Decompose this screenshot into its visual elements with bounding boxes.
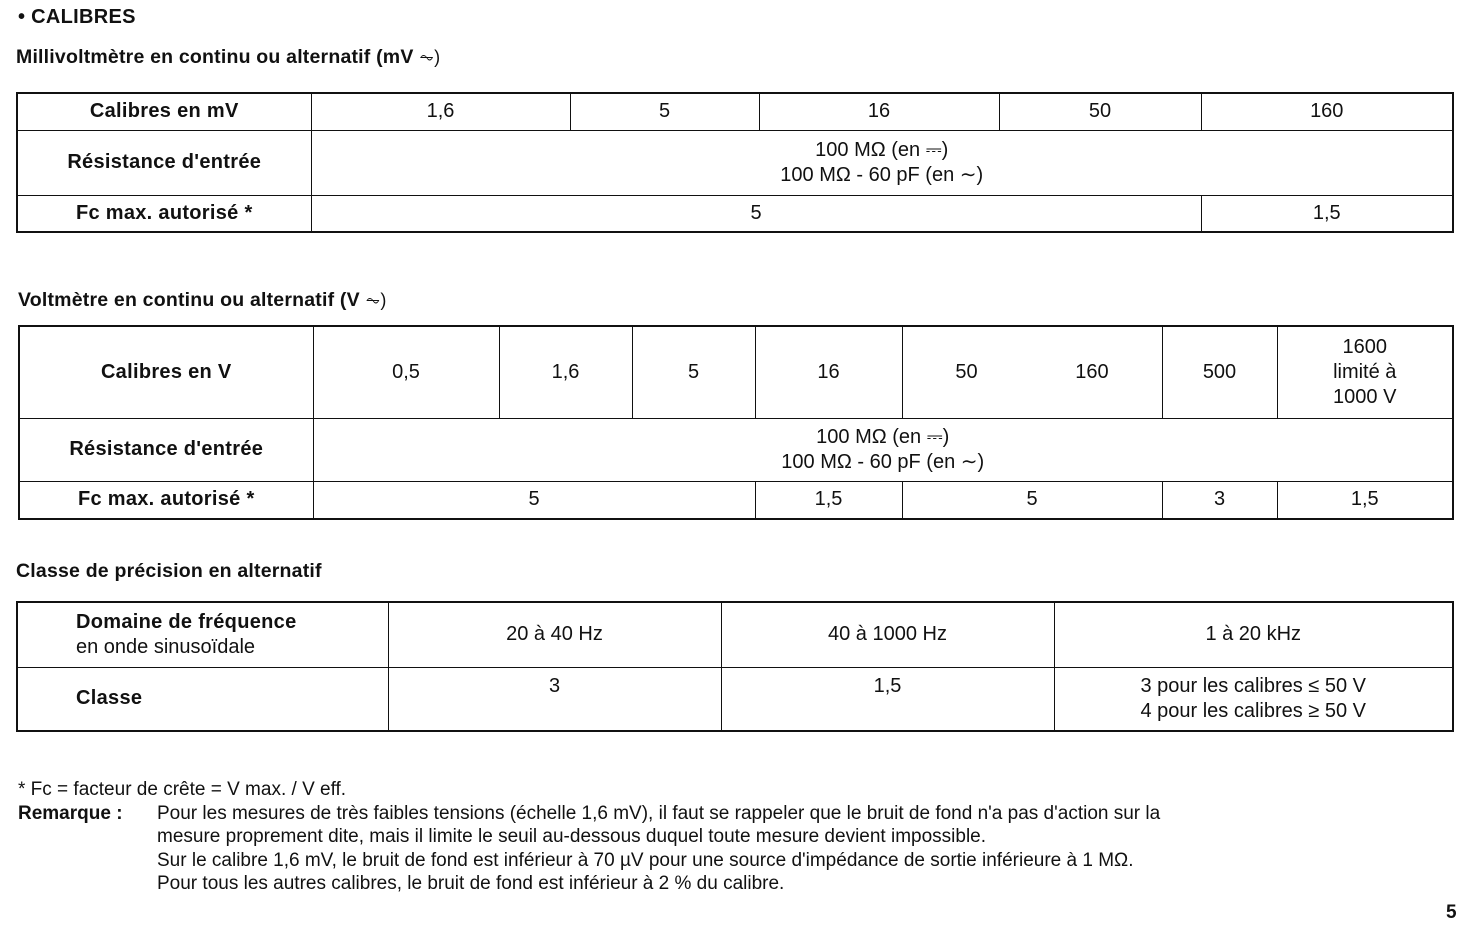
- resistance-line: 100 MΩ (en ⎓): [816, 425, 950, 448]
- resistance-label: Résistance d'entrée: [19, 418, 313, 481]
- resistance-line: 100 MΩ - 60 pF (en ∼): [781, 450, 985, 473]
- class-cell-multi: [1054, 667, 1453, 731]
- v-section-title: [18, 289, 387, 312]
- notes-block: [18, 778, 1458, 896]
- fc-cell: 1,5: [755, 481, 902, 519]
- v-title-text: Voltmètre en continu ou alternatif (V: [18, 289, 360, 311]
- table-row: [17, 602, 1453, 667]
- remark-line: mesure proprement dite, mais il limite le seuil au-dessous duquel toute mesure devient impossible.: [157, 826, 987, 847]
- class-line: 4 pour les calibres ≥ 50 V: [1140, 699, 1367, 722]
- calibre-cell-pair: [902, 326, 1162, 418]
- frequency-cell: 1 à 20 kHz: [1054, 602, 1453, 667]
- table-row: [17, 195, 1453, 232]
- table-row: [19, 481, 1453, 519]
- domain-sublabel: en onde sinusoïdale: [76, 635, 256, 658]
- calibre-line: limité à: [1333, 360, 1397, 383]
- fc-label: Fc max. autorisé *: [17, 195, 311, 232]
- calibre-cell: 0,5: [313, 326, 499, 418]
- calibres-label: Calibres en V: [19, 326, 313, 418]
- calibre-cell: 1,6: [311, 93, 570, 130]
- section-heading: • CALIBRES: [18, 6, 136, 28]
- remark-text: [157, 802, 1160, 896]
- remark: [18, 802, 1458, 896]
- page-number: 5: [1446, 902, 1457, 923]
- table-row: [17, 130, 1453, 195]
- ac-dc-symbol-icon: ⏦): [365, 290, 387, 310]
- fc-cell: 1,5: [1277, 481, 1453, 519]
- table-row: [17, 93, 1453, 130]
- calibre-line: 1600: [1342, 335, 1387, 358]
- precision-table: [16, 601, 1454, 732]
- footnote: * Fc = facteur de crête = V max. / V eff.: [18, 779, 347, 800]
- fc-label: Fc max. autorisé *: [19, 481, 313, 519]
- frequency-cell: 40 à 1000 Hz: [721, 602, 1054, 667]
- resistance-cell: [311, 130, 1453, 195]
- class-cell: 3: [388, 667, 721, 731]
- table-row: [19, 418, 1453, 481]
- fc-cell: 5: [311, 195, 1201, 232]
- table-row: [17, 667, 1453, 731]
- calibre-cell: 5: [570, 93, 759, 130]
- mv-calibres-table: [16, 92, 1454, 233]
- mv-title-text: Millivoltmètre en continu ou alternatif (mV: [16, 46, 414, 68]
- fc-cell: 3: [1162, 481, 1277, 519]
- calibre-value: 160: [1075, 360, 1109, 383]
- resistance-label: Résistance d'entrée: [17, 130, 311, 195]
- frequency-cell: 20 à 40 Hz: [388, 602, 721, 667]
- remark-line: Pour tous les autres calibres, le bruit de fond est inférieur à 2 % du calibre.: [157, 873, 785, 894]
- class-line: 3 pour les calibres ≤ 50 V: [1140, 674, 1367, 697]
- ac-dc-symbol-icon: ⏦): [419, 47, 441, 67]
- precision-section-title: Classe de précision en alternatif: [16, 560, 322, 582]
- domain-label: Domaine de fréquence: [76, 610, 297, 633]
- calibre-cell: 1,6: [499, 326, 632, 418]
- calibre-cell: 50: [999, 93, 1201, 130]
- resistance-line: 100 MΩ - 60 pF (en ∼): [780, 163, 984, 186]
- class-cell: 1,5: [721, 667, 1054, 731]
- calibre-cell-limited: [1277, 326, 1453, 418]
- fc-cell: 5: [902, 481, 1162, 519]
- remark-line: Pour les mesures de très faibles tensions (échelle 1,6 mV), il faut se rappeler que le bruit de fond n'a pas d'action sur la: [157, 802, 1161, 824]
- fc-cell: 1,5: [1201, 195, 1453, 232]
- calibre-cell: 500: [1162, 326, 1277, 418]
- calibre-cell: 16: [755, 326, 902, 418]
- remark-label: Remarque :: [18, 802, 123, 824]
- resistance-cell: [313, 418, 1453, 481]
- calibre-cell: 160: [1201, 93, 1453, 130]
- calibres-label: Calibres en mV: [17, 93, 311, 130]
- v-calibres-table: [18, 325, 1454, 520]
- remark-line: Sur le calibre 1,6 mV, le bruit de fond est inférieur à 70 µV pour une source d'impédance de sortie inférieure à 1 MΩ.: [157, 849, 1134, 871]
- calibre-value: 50: [955, 360, 978, 383]
- class-label: Classe: [17, 667, 388, 731]
- table-row: [19, 326, 1453, 418]
- calibre-cell: 16: [759, 93, 999, 130]
- domain-label-cell: [17, 602, 388, 667]
- mv-section-title: [16, 46, 440, 69]
- resistance-line: 100 MΩ (en ⎓): [815, 138, 949, 161]
- calibre-cell: 5: [632, 326, 755, 418]
- fc-cell: 5: [313, 481, 755, 519]
- calibre-line: 1000 V: [1333, 385, 1397, 408]
